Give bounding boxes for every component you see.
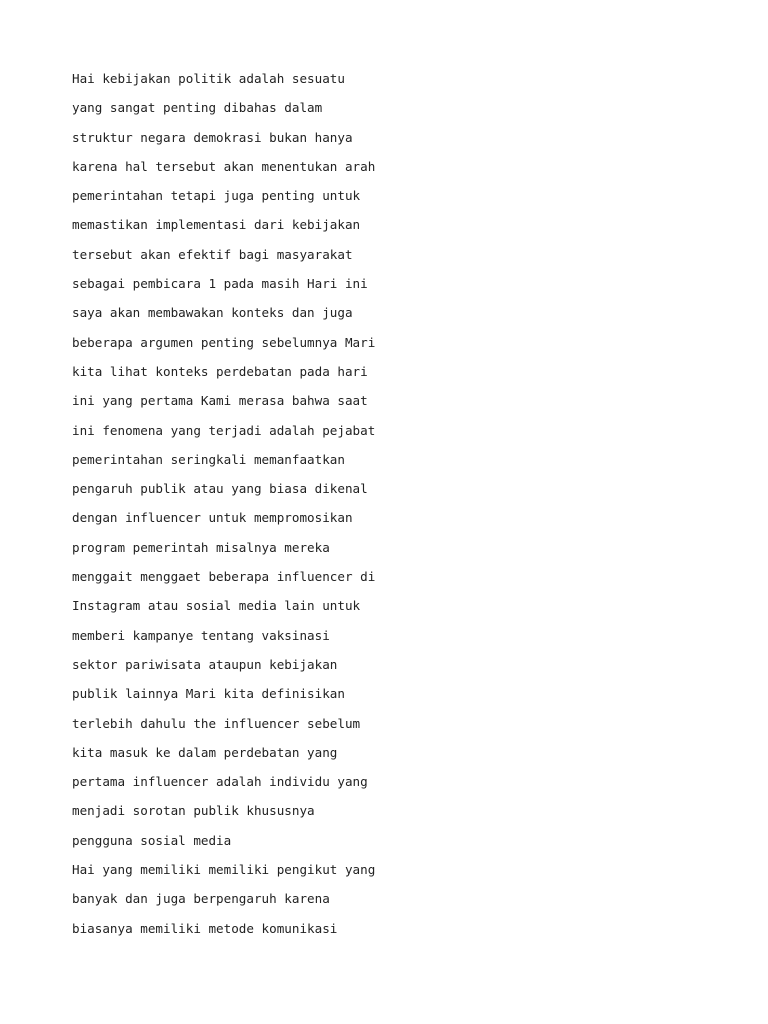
text-line: dengan influencer untuk mempromosikan xyxy=(72,510,353,526)
text-line: pemerintahan seringkali memanfaatkan xyxy=(72,451,345,467)
text-line: karena hal tersebut akan menentukan arah xyxy=(72,158,376,174)
text-line: kita lihat konteks perdebatan pada hari xyxy=(72,363,368,379)
text-line: banyak dan juga berpengaruh karena xyxy=(72,891,330,907)
text-line: saya akan membawakan konteks dan juga xyxy=(72,305,353,321)
text-line: menggait menggaet beberapa influencer di xyxy=(72,569,376,585)
text-line: Instagram atau sosial media lain untuk xyxy=(72,598,361,614)
text-line: Hai yang memiliki memiliki pengikut yang xyxy=(72,862,376,878)
text-line: pengguna sosial media xyxy=(72,832,232,848)
text-line: ini yang pertama Kami merasa bahwa saat xyxy=(72,393,368,409)
text-line: kita masuk ke dalam perdebatan yang xyxy=(72,744,338,760)
text-line: Hai kebijakan politik adalah sesuatu xyxy=(72,71,345,86)
text-line: publik lainnya Mari kita definisikan xyxy=(72,686,345,702)
text-line: pertama influencer adalah individu yang xyxy=(72,774,368,790)
text-line: ini fenomena yang terjadi adalah pejabat xyxy=(72,422,376,438)
text-line: menjadi sorotan publik khususnya xyxy=(72,803,315,819)
text-line: memberi kampanye tentang vaksinasi xyxy=(72,627,330,643)
text-line: program pemerintah misalnya mereka xyxy=(72,539,330,555)
text-line: memastikan implementasi dari kebijakan xyxy=(72,217,361,233)
text-line: terlebih dahulu the influencer sebelum xyxy=(72,715,361,731)
text-line: sebagai pembicara 1 pada masih Hari ini xyxy=(72,276,368,292)
text-line: tersebut akan efektif bagi masyarakat xyxy=(72,246,353,262)
transcript-text xyxy=(72,69,692,948)
text-line: sektor pariwisata ataupun kebijakan xyxy=(72,656,338,672)
text-line: pemerintahan tetapi juga penting untuk xyxy=(72,188,361,204)
text-line: beberapa argumen penting sebelumnya Mari xyxy=(72,334,376,350)
text-line: biasanya memiliki metode komunikasi xyxy=(72,920,338,936)
text-line: pengaruh publik atau yang biasa dikenal xyxy=(72,481,368,497)
text-line: struktur negara demokrasi bukan hanya xyxy=(72,129,353,145)
text-line: yang sangat penting dibahas dalam xyxy=(72,100,323,116)
